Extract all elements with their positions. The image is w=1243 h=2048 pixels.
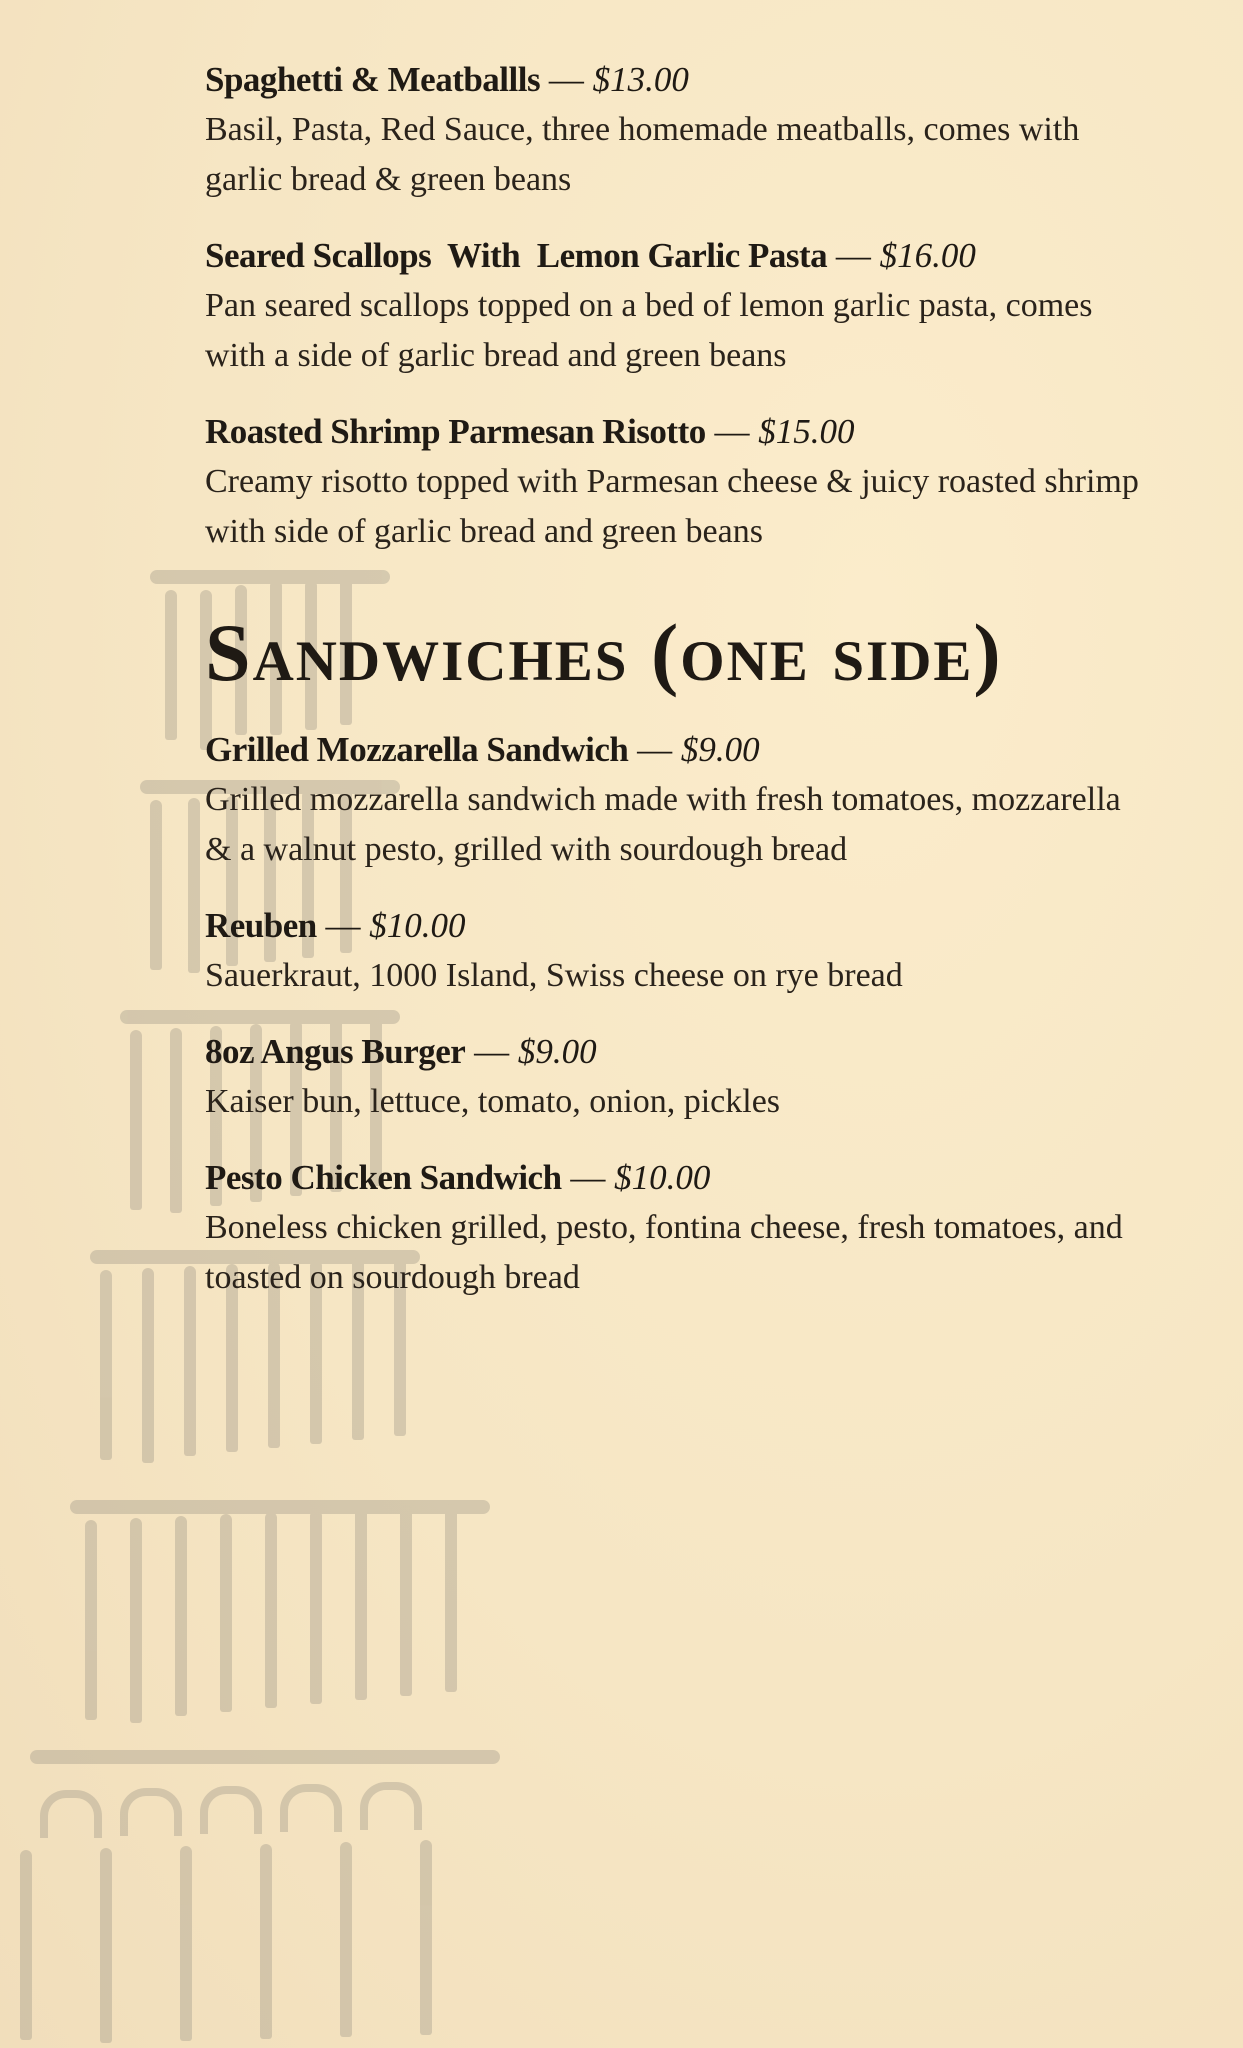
- price-separator: —: [325, 906, 361, 945]
- menu-item-name: Roasted Shrimp Parmesan Risotto: [205, 412, 706, 451]
- menu-item-price: $10.00: [369, 906, 466, 945]
- menu-item-price: $15.00: [758, 412, 855, 451]
- menu-item: [205, 1027, 1145, 1127]
- price-separator: —: [474, 1032, 510, 1071]
- section-title-sandwiches: Sandwiches (one side): [205, 607, 1003, 698]
- menu-item-price: $10.00: [614, 1158, 711, 1197]
- menu-item-price: $16.00: [879, 236, 976, 275]
- menu-item-description: Grilled mozzarella sandwich made with fresh tomatoes, mozzarella & a walnut pesto, grilled with sourdough bread: [205, 781, 1121, 868]
- menu-item-name: Reuben: [205, 906, 317, 945]
- menu-item-price: $9.00: [517, 1032, 597, 1071]
- menu-item-description: Basil, Pasta, Red Sauce, three homemade meatballs, comes with garlic bread & green beans: [205, 111, 1080, 198]
- menu-item: [205, 231, 1145, 381]
- menu-item: [205, 725, 1145, 875]
- menu-item-description: Boneless chicken grilled, pesto, fontina cheese, fresh tomatoes, and toasted on sourdough bread: [205, 1209, 1123, 1296]
- menu-item-name: Pesto Chicken Sandwich: [205, 1158, 562, 1197]
- menu-item-price: $9.00: [680, 730, 760, 769]
- menu-item-name: Spaghetti & Meatballls: [205, 60, 541, 99]
- price-separator: —: [835, 236, 871, 275]
- menu-item-price: $13.00: [592, 60, 689, 99]
- price-separator: —: [637, 730, 673, 769]
- menu-item-description: Sauerkraut, 1000 Island, Swiss cheese on rye bread: [205, 957, 903, 994]
- menu-item-header: [205, 1027, 1145, 1077]
- menu-item-name: Grilled Mozzarella Sandwich: [205, 730, 629, 769]
- menu-item-header: [205, 725, 1145, 775]
- menu-item: [205, 55, 1145, 205]
- menu-item-name: Seared Scallops With Lemon Garlic Pasta: [205, 236, 828, 275]
- menu-item-header: [205, 231, 1145, 281]
- menu-content: [205, 55, 1145, 1329]
- menu-item-header: [205, 901, 1145, 951]
- menu-item: [205, 407, 1145, 557]
- menu-item-description: Creamy risotto topped with Parmesan cheese & juicy roasted shrimp with side of garlic bread and green beans: [205, 463, 1139, 550]
- menu-item: [205, 901, 1145, 1001]
- price-separator: —: [548, 60, 584, 99]
- price-separator: —: [714, 412, 750, 451]
- menu-item-header: [205, 407, 1145, 457]
- menu-item-header: [205, 55, 1145, 105]
- menu-item-header: [205, 1153, 1145, 1203]
- menu-item-description: Kaiser bun, lettuce, tomato, onion, pickles: [205, 1083, 781, 1120]
- menu-item-description: Pan seared scallops topped on a bed of lemon garlic pasta, comes with a side of garlic bread and green beans: [205, 287, 1093, 374]
- price-separator: —: [570, 1158, 606, 1197]
- menu-item: [205, 1153, 1145, 1303]
- menu-item-name: 8oz Angus Burger: [205, 1032, 466, 1071]
